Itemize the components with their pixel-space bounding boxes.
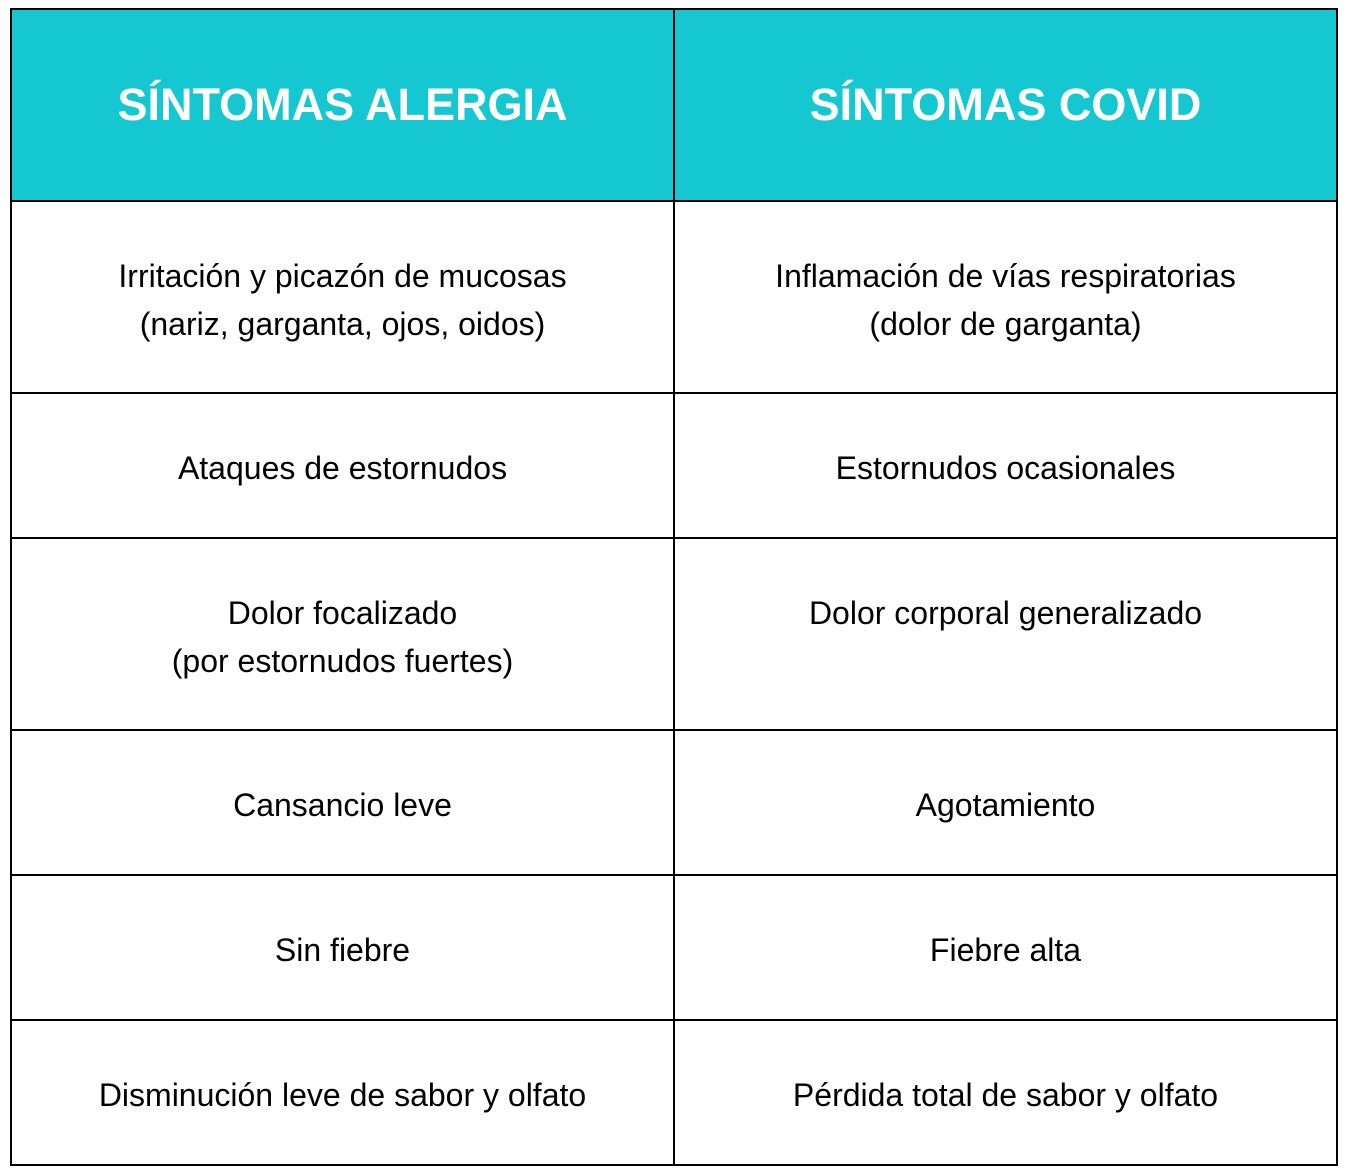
- alergia-cell: [11, 1020, 674, 1165]
- alergia-cell: [11, 393, 674, 538]
- alergia-cell: [11, 538, 674, 730]
- header-covid: SÍNTOMAS COVID: [674, 9, 1337, 201]
- alergia-cell: [11, 875, 674, 1020]
- alergia-text: Sin fiebre: [274, 932, 411, 968]
- alergia-cell: [11, 201, 674, 393]
- covid-text: Fiebre alta: [929, 932, 1082, 968]
- covid-cell: [674, 538, 1337, 730]
- table-row: [11, 393, 1337, 538]
- covid-text: Agotamiento: [915, 787, 1096, 823]
- table-row: [11, 875, 1337, 1020]
- header-row: [11, 9, 1337, 201]
- header-alergia: SÍNTOMAS ALERGIA: [11, 9, 674, 201]
- alergia-text: (por estornudos fuertes): [171, 643, 514, 679]
- covid-text: Estornudos ocasionales: [835, 450, 1176, 486]
- covid-cell: [674, 393, 1337, 538]
- table-row: [11, 538, 1337, 730]
- table-row: [11, 1020, 1337, 1165]
- alergia-text: Dolor focalizado: [227, 595, 458, 631]
- covid-cell: [674, 201, 1337, 393]
- covid-cell: [674, 1020, 1337, 1165]
- covid-cell: [674, 875, 1337, 1020]
- alergia-text: Ataques de estornudos: [177, 450, 508, 486]
- table-row: [11, 730, 1337, 875]
- covid-text: (dolor de garganta): [869, 306, 1142, 342]
- covid-text: Pérdida total de sabor y olfato: [792, 1077, 1219, 1113]
- symptoms-comparison-table: [10, 8, 1338, 1166]
- alergia-cell: [11, 730, 674, 875]
- table-row: [11, 201, 1337, 393]
- covid-text: Inflamación de vías respiratorias: [775, 258, 1236, 294]
- covid-cell: [674, 730, 1337, 875]
- alergia-text: (nariz, garganta, ojos, oidos): [139, 306, 546, 342]
- alergia-text: Cansancio leve: [233, 787, 452, 823]
- alergia-text: Disminución leve de sabor y olfato: [98, 1077, 587, 1113]
- covid-text: Dolor corporal generalizado: [808, 595, 1203, 631]
- alergia-text: Irritación y picazón de mucosas: [118, 258, 567, 294]
